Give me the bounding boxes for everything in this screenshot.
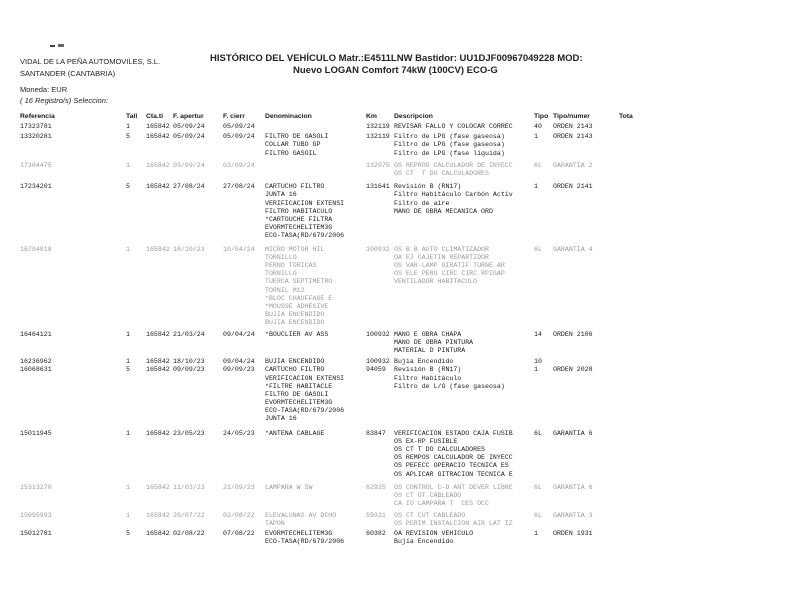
column-header-reference: Referencia [20,113,55,120]
row-type: 1 [534,529,538,537]
row-denomination-line: EVORMTECHELITEM3G [265,399,333,407]
column-header-type-number: Tipo/numer [553,113,590,120]
column-header-denomination: Denominacion [265,113,312,120]
row-denomination-line: VERIFICACION EXTENSI [265,199,345,207]
row-description [394,162,554,178]
row-close-date: 02/08/22 [223,511,255,519]
row-denomination [265,331,389,339]
row-close-date: 24/05/23 [223,429,255,437]
row-denomination-line: CARTUCHO FILTRO [265,366,325,374]
row-type: 6L [534,511,542,519]
row-denomination-line: FILTRO DE GASOLI [265,390,329,398]
row-denomination-line: ECO-TASA(RD/679/2006 [265,232,345,240]
row-description [394,430,554,479]
row-description-line: Filtro de LPG (fase líquida) [394,149,505,157]
row-denomination-line: LAMPARA W 5W [265,483,313,491]
row-description [394,133,554,158]
row-description-line: MANO E OBRA CHAPA [394,330,462,338]
table-row [20,331,625,356]
row-km: 83847 [366,429,386,437]
row-close-date: 05/09/24 [223,123,255,130]
row-denomination [265,366,389,423]
row-description [394,358,554,366]
table-row [20,123,625,131]
row-close-date: 05/09/24 [223,133,255,141]
row-description-line: OS ELE PERO CIRC CIRC RPIGAP [394,270,505,278]
row-close-date: 09/04/24 [223,358,255,366]
row-description-line: OS CT T DO CALCULADORES [394,169,489,177]
row-close-date: 03/09/24 [223,161,255,169]
row-km: 100932 [366,245,390,253]
row-km: 132119 [366,123,390,130]
row-description-line: MANO DE OBRA PINTURA [394,338,474,346]
row-denomination [265,133,389,158]
row-close-date: 10/04/24 [223,245,255,253]
row-open-date: 18/10/23 [173,245,205,253]
row-description-line: Filtro Habitáculo [394,374,462,382]
row-km: 131641 [366,183,390,191]
row-account: 165842 [146,183,170,191]
row-type-number: GARANTIA 2 [553,161,593,169]
row-description-line: OS REPROG CALCULADOR DE INYECC [394,161,513,169]
table-row [20,530,625,546]
row-type: 14 [534,330,542,338]
row-km: 59331 [366,511,386,519]
row-open-date: 05/09/24 [173,133,205,141]
row-description [394,512,554,528]
table-row [20,484,625,509]
row-km: 100932 [366,330,390,338]
row-reference: 16068631 [20,366,52,374]
row-reference: 15313270 [20,483,52,491]
row-denomination-line: FILTRO HABITACULO [265,207,333,215]
row-account: 165842 [146,161,170,169]
row-account: 165842 [146,366,170,374]
row-description-line: Bujia Encendido [394,358,454,366]
row-open-date: 21/03/24 [173,330,205,338]
row-denomination-line: TORNILLO [265,253,297,261]
row-description-line: MANO DE OBRA MECANICA ORD [394,207,493,215]
row-reference: 17323781 [20,123,52,130]
row-denomination [265,358,389,366]
row-reference: 13320281 [20,133,52,141]
row-open-date: 09/09/23 [173,366,205,374]
row-account: 165842 [146,330,170,338]
row-reference: 15095993 [20,511,52,519]
row-km: 100932 [366,358,390,366]
row-description-line: OS CONTROL C-D ANT DEVER LIBRE [394,483,513,491]
row-description-line: OS B B AUTO CLIMATIZADOR [394,245,489,253]
row-description-line: CA IO LAMPARA T CES OCC [394,500,489,508]
row-description-line: OS EX-RP FUSIBLE [394,437,458,445]
column-header-description: Descripcion [394,113,433,120]
row-reference: 17304475 [20,161,52,169]
row-open-date: 05/09/24 [173,123,205,130]
row-denomination-line: ELEVALUNAS AV DCHO [265,511,337,519]
row-open-date: 18/10/23 [173,358,205,366]
row-description-line: OA REVISION VEHICULO [394,529,474,537]
row-open-date: 26/07/22 [173,511,205,519]
row-reference: 16464121 [20,330,52,338]
row-description-line: MATERIAL D PINTURA [394,346,466,354]
row-denomination-line: *MOUSSE ADHESIVE [265,302,329,310]
row-denomination [265,512,389,528]
row-description-line: Filtro de aire [394,199,450,207]
row-description-line: OS PERIM INSTALCION AIR LAT IZ [394,519,513,527]
row-description-line: Filtro de LPG (fase gaseosa) [394,133,505,141]
row-km: 132119 [366,133,390,141]
row-workshop: 5 [126,366,130,374]
table-row [20,133,625,158]
row-description [394,484,554,509]
row-workshop: 1 [126,245,130,253]
row-account: 165842 [146,511,170,519]
table-row [20,366,625,423]
row-denomination-line: TUERCA SEPTIMETRO [265,278,333,286]
table-header-row [20,113,633,123]
column-header-total: Tota [619,113,633,120]
row-denomination-line: PERNO TORICAS [265,261,317,269]
row-account: 165842 [146,483,170,491]
row-workshop: 1 [126,123,130,130]
row-account: 165842 [146,358,170,366]
row-type-number: ORDEN 2141 [553,183,593,191]
selection-summary: ( 16 Registro/s) Seleccion: [20,96,108,105]
row-open-date: 02/08/22 [173,529,205,537]
row-description-line: Bujía Encendido [394,538,454,546]
row-denomination [265,430,389,438]
table-body [20,123,625,546]
row-type: 6L [534,245,542,253]
row-km: 60382 [366,529,386,537]
row-denomination-line: BUJIA ENCENDIDO [265,319,325,327]
row-close-date: 07/08/22 [223,529,255,537]
company-city: SANTANDER (CANTABRIA) [20,69,116,78]
row-account: 165842 [146,133,170,141]
row-workshop: 1 [126,161,130,169]
row-workshop: 1 [126,330,130,338]
table-row [20,358,625,366]
row-description-line: OS APLICAR GITRACION TECNICA E [394,470,513,478]
column-header-cta: Cta.ti [146,113,163,120]
row-km: 94059 [366,366,386,374]
row-open-date: 27/08/24 [173,183,205,191]
row-denomination-line: EVORMTECHELITEM3G [265,224,333,232]
row-description-line: OS CT T DO CALCULADORES [394,446,486,454]
row-close-date: 27/08/24 [223,183,255,191]
row-description [394,123,554,131]
table-row [20,183,625,240]
row-type: 6L [534,483,542,491]
row-reference: 15012781 [20,529,52,537]
row-description-line: OS CT CUT CABLEADO [394,511,466,519]
row-reference: 17234201 [20,183,52,191]
row-denomination [265,183,389,240]
row-denomination-line: TORNIL M12 [265,286,305,294]
row-description-line: OS REMPOS CALCULADOR DE INYECC [394,454,513,462]
row-description-line: Revisión B (RN17) [394,183,462,191]
row-denomination [265,246,389,328]
row-description-line: Revisión B (RN17) [394,366,462,374]
row-type: 6L [534,429,542,437]
row-type-number: GARANTIA 6 [553,429,593,437]
row-account: 165842 [146,529,170,537]
row-type-number: GARANTIA 6 [553,483,593,491]
row-workshop: 5 [126,529,130,537]
column-header-close-date: F. cierr [223,113,245,120]
row-close-date: 21/09/23 [223,483,255,491]
row-type: 1 [534,133,538,141]
row-type-number: ORDEN 2143 [553,123,593,130]
row-description-line: Filtro de LPG (fase gaseosa) [394,141,505,149]
row-km: 62925 [366,483,386,491]
row-open-date: 23/05/23 [173,429,205,437]
row-denomination-line: *FILTRE HABITACLE [265,382,333,390]
row-description [394,183,554,216]
row-description-line: REVISAR FALLO Y COLOCAR CORREC [394,123,513,130]
row-account: 165842 [146,123,170,130]
row-denomination-line: COLLAR TUBO GP [265,141,321,149]
row-denomination-line: TAPON [265,519,285,527]
row-description-line: OS PEFECC OPERACIO TECNICA ES [394,462,509,470]
row-workshop: 5 [126,133,130,141]
row-open-date: 11/03/23 [173,483,205,491]
row-description-line: VERIFICACION ESTADO CAJA FUSIB [394,429,513,437]
table-row [20,246,625,328]
row-reference: 15011945 [20,429,52,437]
row-description-line: VENTILADOR HABITACULO [394,278,478,286]
row-description-line: OA EJ CAJETIN REPARTIDOR [394,253,489,261]
column-header-open-date: F. apertur [173,113,204,120]
row-denomination-line: BUJIA ENCENDIDO [265,358,325,366]
column-header-km: Km [366,113,377,120]
row-close-date: 09/09/23 [223,366,255,374]
currency-label: Moneda: EUR [20,85,68,94]
row-denomination [265,530,389,546]
row-type: 1 [534,366,538,374]
row-denomination-line: ECO-TASA(RD/679/2006 [265,538,345,546]
row-denomination-line: BUJIA ENCENDIDO [265,311,325,319]
column-header-tall: Tall [126,113,138,120]
row-open-date: 03/09/24 [173,161,205,169]
row-denomination-line: FILTRO GASOIL [265,149,317,157]
row-denomination-line: CARTUCHO FILTRO [265,183,325,191]
report-title-line1: HISTÓRICO DEL VEHÍCULO Matr.:E4511LNW Bastidor: UU1DJF00967049228 MOD: [210,53,583,64]
row-description [394,331,554,356]
row-denomination-line: MICRO MOTOR HIL [265,245,325,253]
row-denomination-line: *BOUCLIER AV ASS [265,330,329,338]
row-reference: 16236962 [20,358,52,366]
row-description-line: Filtro de L/G (fase gaseosa) [394,382,505,390]
row-denomination-line: TORNILLO [265,270,297,278]
row-account: 165842 [146,429,170,437]
row-account: 165842 [146,245,170,253]
row-denomination-line: JUNTA 16 [265,191,297,199]
row-workshop: 1 [126,429,130,437]
company-name: VIDAL DE LA PEÑA AUTOMOVILES, S.L. [20,57,161,66]
row-type: 10 [534,358,542,366]
row-workshop: 1 [126,511,130,519]
column-header-type: Tipo [534,113,549,120]
row-description [394,246,554,287]
row-denomination-line: *ANTENA CABLAGE [265,429,325,437]
row-denomination-line: *BLOC CHAUFFAGE E [265,294,333,302]
row-denomination-line: VERIFICACION EXTENSI [265,374,345,382]
row-denomination [265,484,389,492]
row-km: 132075 [366,161,390,169]
row-description-line: OS VAR-LAMP GIRATIF TURNE AR [394,261,505,269]
row-denomination-line: ECO-TASA(RD/679/2006 [265,407,345,415]
row-denomination-line: *CARTOUCHE FILTRA [265,215,333,223]
row-denomination-line: EVORMTECHELITEM3G [265,529,333,537]
row-type-number: ORDEN 2106 [553,330,593,338]
row-type: 40 [534,123,542,130]
table-row [20,512,625,528]
row-description-line: OS CT OT CABLEADO [394,492,462,500]
company-logo-icon [50,44,64,48]
row-description [394,366,554,391]
row-type-number: ORDEN 2143 [553,133,593,141]
row-reference: 16794818 [20,245,52,253]
row-description [394,530,554,546]
vehicle-history-table [20,113,633,548]
table-row [20,162,625,178]
row-type-number: GARANTIA 3 [553,511,593,519]
row-denomination-line: FILTRO DE GASOLI [265,133,329,141]
row-close-date: 09/04/24 [223,330,255,338]
row-workshop: 1 [126,358,130,366]
row-workshop: 1 [126,483,130,491]
row-type-number: ORDEN 2028 [553,366,593,374]
row-description-line: Filtro Habitáculo Carbón Activ [394,191,513,199]
table-row [20,430,625,479]
report-title-line2: Nuevo LOGAN Comfort 74kW (100CV) ECO-G [293,65,498,76]
row-type-number: GARANTIA 4 [553,245,593,253]
row-type: 1 [534,183,538,191]
row-denomination-line: JUNTA 16 [265,415,297,423]
row-type-number: ORDEN 1931 [553,529,593,537]
row-type: 6L [534,161,542,169]
row-workshop: 5 [126,183,130,191]
